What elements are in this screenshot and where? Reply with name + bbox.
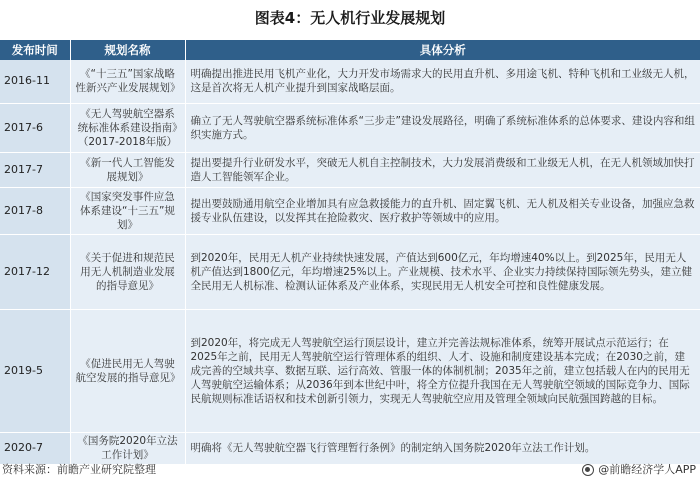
cell-plan-name: 《国家突发事件应急体系建设“十三五”规划》 <box>70 187 185 234</box>
cell-plan-name: 《国务院2020年立法工作计划》 <box>70 432 185 464</box>
brand-logo-icon <box>582 464 594 476</box>
cell-analysis: 确立了无人驾驶航空器系统标准体系“三步走”建设发展路径，明确了系统标准体系的总体要求、建设内容和组织实施方式。 <box>185 103 700 152</box>
cell-date: 2017-12 <box>0 234 70 309</box>
cell-analysis: 提出要鼓励通用航空企业增加具有应急救援能力的直升机、固定翼飞机、无人机及相关专业设备，加强应急救援专业队伍建设，以发挥其在抢险救灾、医疗救护等领域中的应用。 <box>185 187 700 234</box>
table-row <box>0 187 700 234</box>
table-row <box>0 152 700 187</box>
cell-analysis: 明确将《无人驾驶航空器飞行管理暂行条例》的制定纳入国务院2020年立法工作计划。 <box>185 432 700 464</box>
cell-analysis: 明确提出推进民用飞机产业化，大力开发市场需求大的民用直升机、多用途飞机、特种飞机和工业级无人机，这是首次将无人机产业提升到国家战略层面。 <box>185 60 700 103</box>
cell-date: 2017-6 <box>0 103 70 152</box>
cell-plan-name: 《新一代人工智能发展规划》 <box>70 152 185 187</box>
cell-date: 2017-7 <box>0 152 70 187</box>
cell-plan-name: 《“十三五”国家战略性新兴产业发展规划》 <box>70 60 185 103</box>
page-title: 图表4：无人机行业发展规划 <box>254 9 446 27</box>
column-header-plan-name: 规划名称 <box>70 40 185 60</box>
cell-plan-name: 《促进民用无人驾驶航空发展的指导意见》 <box>70 309 185 432</box>
table-row <box>0 309 700 432</box>
table-row <box>0 103 700 152</box>
policy-table <box>0 40 700 465</box>
source-note: 资料来源：前瞻产业研究院整理 <box>2 463 156 476</box>
cell-plan-name: 《关于促进和规范民用无人机制造业发展的指导意见》 <box>70 234 185 309</box>
brand-credit <box>582 456 696 484</box>
table-header-row <box>0 40 700 60</box>
cell-analysis: 到2020年，民用无人机产业持续快速发展，产值达到600亿元，年均增速40%以上。到2025年，民用无人机产值达到1800亿元，年均增速25%以上。产业规模、技术水平、企业实力持续保持国际领先势头，建立健全民用无人机标准、检测认证体系及产业体系，实现民用无人机安全可控和良性健康发展。 <box>185 234 700 309</box>
cell-date: 2019-5 <box>0 309 70 432</box>
cell-date: 2020-7 <box>0 432 70 464</box>
column-header-analysis: 具体分析 <box>185 40 700 60</box>
brand-label: @前瞻经济学人APP <box>598 463 696 476</box>
table-row <box>0 234 700 309</box>
cell-analysis: 提出要提升行业研发水平，突破无人机自主控制技术，大力发展消费级和工业级无人机，在无人机领域加快打造人工智能领军企业。 <box>185 152 700 187</box>
cell-analysis: 到2020年，将完成无人驾驶航空运行顶层设计，建立并完善法规标准体系，统筹开展试点示范运行；在2025年之前，民用无人驾驶航空运行管理体系的组织、人才、设施和制度建设基本完成；在2030之前，建成完善的空域共享、数据互联、运行高效、管服一体的体制机制；2035年之前，建立包括载人在内的民用无人驾驶航空运输体系；从2036年到本世纪中叶，将全方位提升我国在无人驾驶航空领域的国际竞争力、国际民航规则标准话语权和技术创新引领力，实现无人驾驶航空应用及管理全领域向民航强国跨越的目标。 <box>185 309 700 432</box>
column-header-date: 发布时间 <box>0 40 70 60</box>
cell-date: 2017-8 <box>0 187 70 234</box>
table-row <box>0 60 700 103</box>
cell-date: 2016-11 <box>0 60 70 103</box>
footer <box>0 456 700 484</box>
cell-plan-name: 《无人驾驶航空器系统标准体系建设指南》（2017-2018年版） <box>70 103 185 152</box>
